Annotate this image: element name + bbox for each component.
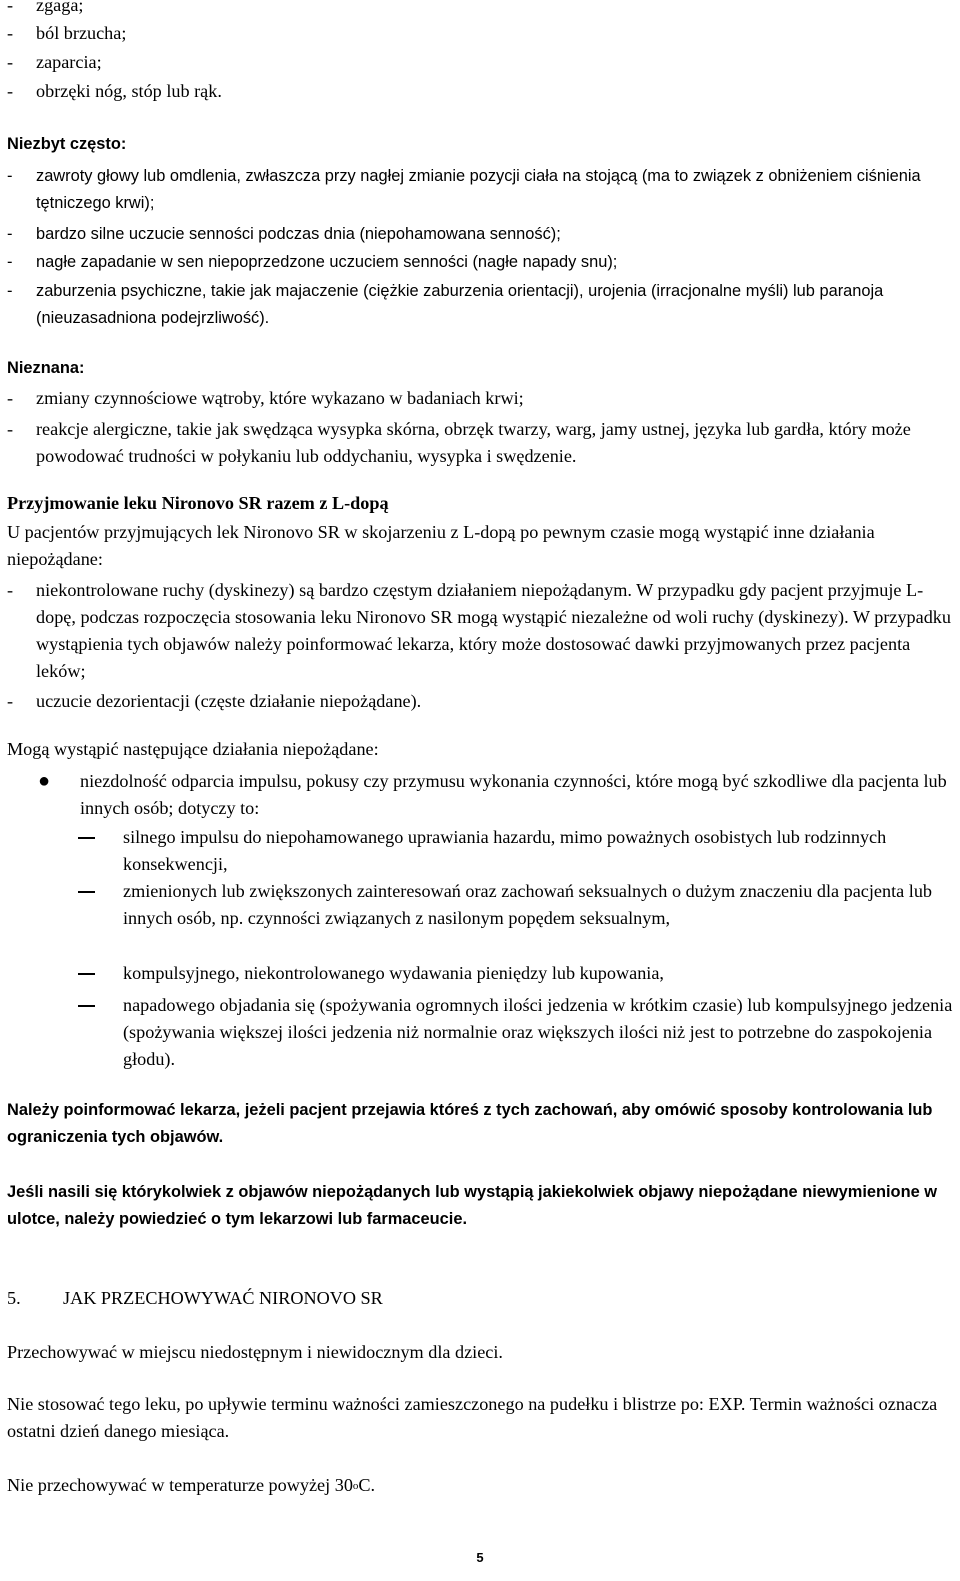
list-item-text: zaparcia; <box>36 52 102 72</box>
section-number: 5. <box>7 1288 21 1308</box>
dash-marker: - <box>7 580 14 600</box>
dash-marker: - <box>7 282 13 300</box>
bullet-item-text: niezdolność odparcia impulsu, pokusy czy przymusu wykonania czynności, które mogą być szkodliwe dla pacjenta lub innych osób; dotyczy to: <box>80 771 947 818</box>
section-heading: Niezbyt często: <box>7 135 127 153</box>
section-title: JAK PRZECHOWYWAĆ NIRONOVO SR <box>63 1288 383 1308</box>
dash-marker: - <box>7 167 13 185</box>
notice-paragraph: Jeśli nasili się którykolwiek z objawów niepożądanych lub wystąpią jakiekolwiek objawy niepożądane niewymienione w ulotce, należy powiedzieć o tym lekarzowi lub farmaceucie. <box>7 1183 938 1228</box>
list-item-text: ból brzucha; <box>36 23 127 43</box>
dash-marker <box>78 837 95 839</box>
paragraph: Nie stosować tego leku, po upływie terminu ważności zamieszczonego na pudełku i blistrze po: EXP. Termin ważności oznacza ostatni dzień danego miesiąca. <box>7 1394 938 1441</box>
section-heading: Przyjmowanie leku Nironovo SR razem z L-dopą <box>7 493 389 513</box>
dash-marker: - <box>7 81 14 101</box>
list-item-text: uczucie dezorientacji (częste działanie niepożądane). <box>36 691 422 711</box>
dash-marker: - <box>7 23 14 43</box>
degree-sign: o <box>352 1480 359 1492</box>
list-item-text: niekontrolowane ruchy (dyskinezy) są bardzo częstym działaniem niepożądanym. W przypadku gdy pacjent przyjmuje L-dopę, podczas rozpoczęcia stosowania leku Nironovo SR mogą wystąpić niezależne od woli ruchy (dyskinezy). W przypadku wystąpienia tych objawów należy poinformować lekarza, który może dostosować dawki przyjmowanych przez pacjenta leków; <box>36 580 951 681</box>
paragraph: Przechowywać w miejscu niedostępnym i niewidocznym dla dzieci. <box>7 1342 503 1362</box>
dash-marker <box>78 891 95 893</box>
dash-marker: - <box>7 52 14 72</box>
list-item-text: reakcje alergiczne, takie jak swędząca wysypka skórna, obrzęk twarzy, warg, jamy ustnej, języka lub gardła, który może powodować trudności w połykaniu lub oddychaniu, wysypka i swędzenie. <box>36 419 911 466</box>
list-item-text: zaburzenia psychiczne, takie jak majaczenie (ciężkie zaburzenia orientacji), urojenia (irracjonalne myśli) lub paranoja (nieuzasadniona podejrzliwość). <box>36 282 884 327</box>
paragraph <box>7 1472 953 1502</box>
sub-list-item-text: silnego impulsu do niepohamowanego uprawiania hazardu, mimo poważnych osobistych lub rodzinnych konsekwencji, <box>123 827 887 874</box>
dash-marker: - <box>7 225 13 243</box>
dash-marker <box>78 973 95 975</box>
paragraph: Mogą wystąpić następujące działania niepożądane: <box>7 739 379 759</box>
sub-list-item-text: napadowego objadania się (spożywania ogromnych ilości jedzenia w krótkim czasie) lub kompulsyjnego jedzenia (spożywania większej ilości jedzenia niż normalnie oraz większych ilości niż jest to potrzebne do zaspokojenia głodu). <box>123 995 953 1069</box>
storage-unit: C. <box>358 1475 376 1495</box>
dash-marker <box>78 1005 95 1007</box>
dash-marker: - <box>7 0 14 15</box>
dash-marker: - <box>7 419 14 439</box>
storage-text: Nie przechowywać w temperaturze powyżej 30 <box>7 1475 353 1495</box>
paragraph: U pacjentów przyjmujących lek Nironovo SR w skojarzeniu z L-dopą po pewnym czasie mogą wystąpić inne działania niepożądane: <box>7 522 875 569</box>
list-item-text: nagłe zapadanie w sen niepoprzedzone uczuciem senności (nagłe napady snu); <box>36 253 618 271</box>
list-item-text: bardzo silne uczucie senności podczas dnia (niepohamowana senność); <box>36 225 561 243</box>
bullet-icon: ● <box>38 770 51 792</box>
dash-marker: - <box>7 253 13 271</box>
section-heading: Nieznana: <box>7 359 85 377</box>
sub-list-item-text: kompulsyjnego, niekontrolowanego wydawania pieniędzy lub kupowania, <box>123 963 664 983</box>
list-item-text: zawroty głowy lub omdlenia, zwłaszcza przy nagłej zmianie pozycji ciała na stojącą (ma to związek z obniżeniem ciśnienia tętniczego krwi); <box>36 167 921 212</box>
list-item-text: zmiany czynnościowe wątroby, które wykazano w badaniach krwi; <box>36 388 524 408</box>
list-item-text: obrzęki nóg, stóp lub rąk. <box>36 81 222 101</box>
dash-marker: - <box>7 388 14 408</box>
page-number: 5 <box>476 1550 484 1565</box>
list-item-text: zgaga; <box>36 0 84 15</box>
dash-marker: - <box>7 691 14 711</box>
sub-list-item-text: zmienionych lub zwiększonych zainteresowań oraz zachowań seksualnych o dużym znaczeniu dla pacjenta lub innych osób, np. czynności związanych z nasilonym popędem seksualnym, <box>123 881 933 928</box>
notice-paragraph: Należy poinformować lekarza, jeżeli pacjent przejawia któreś z tych zachowań, aby omówić sposoby kontrolowania lub ograniczenia tych objawów. <box>7 1101 933 1146</box>
